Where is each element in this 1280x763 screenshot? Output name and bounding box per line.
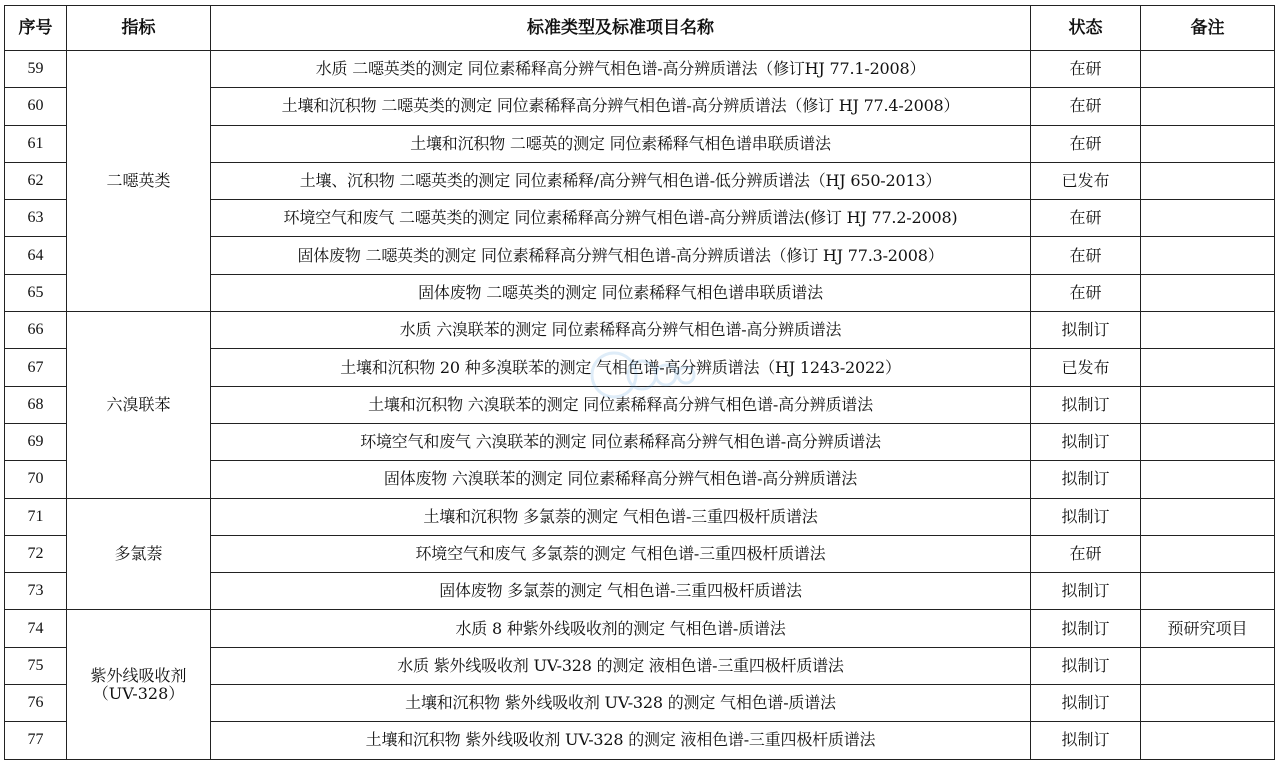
table-row — [5, 610, 1275, 647]
row-standard-name: 土壤和沉积物 紫外线吸收剂 UV-328 的测定 气相色谱-质谱法 — [211, 685, 1031, 722]
row-standard-name: 土壤和沉积物 多氯萘的测定 气相色谱-三重四极杆质谱法 — [211, 498, 1031, 535]
table-row — [5, 312, 1275, 349]
row-note — [1141, 685, 1275, 722]
row-seq: 77 — [5, 722, 67, 759]
row-standard-name: 土壤和沉积物 二噁英的测定 同位素稀释气相色谱串联质谱法 — [211, 125, 1031, 162]
indicator-label: 二噁英类 — [106, 171, 171, 191]
indicator-label: （UV-328） — [92, 683, 185, 703]
row-note — [1141, 461, 1275, 498]
row-status: 在研 — [1031, 274, 1141, 311]
row-status: 在研 — [1031, 125, 1141, 162]
row-status: 拟制订 — [1031, 423, 1141, 460]
row-note — [1141, 125, 1275, 162]
table-body — [5, 51, 1275, 760]
row-seq: 65 — [5, 274, 67, 311]
row-standard-name: 环境空气和废气 二噁英类的测定 同位素稀释高分辨气相色谱-高分辨质谱法(修订 HJ 77.2-2008) — [211, 200, 1031, 237]
row-note — [1141, 274, 1275, 311]
row-seq: 68 — [5, 386, 67, 423]
row-standard-name: 环境空气和废气 多氯萘的测定 气相色谱-三重四极杆质谱法 — [211, 535, 1031, 572]
row-seq: 63 — [5, 200, 67, 237]
row-standard-name: 土壤和沉积物 六溴联苯的测定 同位素稀释高分辨气相色谱-高分辨质谱法 — [211, 386, 1031, 423]
row-note — [1141, 647, 1275, 684]
row-status: 拟制订 — [1031, 386, 1141, 423]
indicator-label: 多氯萘 — [114, 544, 163, 563]
row-standard-name: 水质 六溴联苯的测定 同位素稀释高分辨气相色谱-高分辨质谱法 — [211, 312, 1031, 349]
indicator-group-cell — [67, 610, 211, 759]
row-note — [1141, 237, 1275, 274]
indicator-label: 紫外线吸收剂 — [90, 665, 187, 685]
row-note — [1141, 88, 1275, 125]
indicator-group-cell — [67, 312, 211, 498]
row-standard-name: 环境空气和废气 六溴联苯的测定 同位素稀释高分辨气相色谱-高分辨质谱法 — [211, 423, 1031, 460]
row-standard-name: 固体废物 六溴联苯的测定 同位素稀释高分辨气相色谱-高分辨质谱法 — [211, 461, 1031, 498]
row-standard-name: 固体废物 多氯萘的测定 气相色谱-三重四极杆质谱法 — [211, 573, 1031, 610]
indicator-group-cell — [67, 51, 211, 312]
row-status: 已发布 — [1031, 349, 1141, 386]
row-seq: 59 — [5, 51, 67, 88]
row-note — [1141, 423, 1275, 460]
row-status: 拟制订 — [1031, 498, 1141, 535]
row-seq: 76 — [5, 685, 67, 722]
row-note — [1141, 386, 1275, 423]
row-standard-name: 水质 8 种紫外线吸收剂的测定 气相色谱-质谱法 — [211, 610, 1031, 647]
row-seq: 62 — [5, 162, 67, 199]
row-standard-name: 水质 紫外线吸收剂 UV-328 的测定 液相色谱-三重四极杆质谱法 — [211, 647, 1031, 684]
table-row — [5, 51, 1275, 88]
row-status: 在研 — [1031, 200, 1141, 237]
row-status: 在研 — [1031, 237, 1141, 274]
row-status: 拟制订 — [1031, 685, 1141, 722]
row-status: 在研 — [1031, 535, 1141, 572]
row-seq: 73 — [5, 573, 67, 610]
row-seq: 69 — [5, 423, 67, 460]
row-seq: 71 — [5, 498, 67, 535]
header-indicator: 指标 — [67, 6, 211, 51]
row-status: 拟制订 — [1031, 647, 1141, 684]
row-note — [1141, 51, 1275, 88]
header-note: 备注 — [1141, 6, 1275, 51]
row-standard-name: 固体废物 二噁英类的测定 同位素稀释气相色谱串联质谱法 — [211, 274, 1031, 311]
row-seq: 61 — [5, 125, 67, 162]
row-seq: 74 — [5, 610, 67, 647]
header-status: 状态 — [1031, 6, 1141, 51]
row-note — [1141, 312, 1275, 349]
row-note — [1141, 200, 1275, 237]
row-status: 拟制订 — [1031, 610, 1141, 647]
row-status: 已发布 — [1031, 162, 1141, 199]
standards-table — [4, 5, 1275, 760]
row-standard-name: 固体废物 二噁英类的测定 同位素稀释高分辨气相色谱-高分辨质谱法（修订 HJ 77.3-2008） — [211, 237, 1031, 274]
row-note — [1141, 498, 1275, 535]
row-seq: 60 — [5, 88, 67, 125]
row-standard-name: 土壤和沉积物 紫外线吸收剂 UV-328 的测定 液相色谱-三重四极杆质谱法 — [211, 722, 1031, 759]
row-standard-name: 土壤、沉积物 二噁英类的测定 同位素稀释/高分辨气相色谱-低分辨质谱法（HJ 650-2013） — [211, 162, 1031, 199]
row-status: 拟制订 — [1031, 312, 1141, 349]
row-status: 拟制订 — [1031, 722, 1141, 759]
row-note — [1141, 162, 1275, 199]
row-seq: 66 — [5, 312, 67, 349]
table-header-row — [5, 6, 1275, 51]
row-note: 预研究项目 — [1141, 610, 1275, 647]
row-note — [1141, 535, 1275, 572]
row-seq: 70 — [5, 461, 67, 498]
row-seq: 72 — [5, 535, 67, 572]
row-seq: 64 — [5, 237, 67, 274]
row-standard-name: 土壤和沉积物 20 种多溴联苯的测定 气相色谱-高分辨质谱法（HJ 1243-2022） — [211, 349, 1031, 386]
row-standard-name: 水质 二噁英类的测定 同位素稀释高分辨气相色谱-高分辨质谱法（修订HJ 77.1-2008） — [211, 51, 1031, 88]
row-standard-name: 土壤和沉积物 二噁英类的测定 同位素稀释高分辨气相色谱-高分辨质谱法（修订 HJ 77.4-2008） — [211, 88, 1031, 125]
row-status: 拟制订 — [1031, 461, 1141, 498]
row-status: 在研 — [1031, 88, 1141, 125]
row-seq: 67 — [5, 349, 67, 386]
row-note — [1141, 722, 1275, 759]
indicator-group-cell — [67, 498, 211, 610]
row-status: 在研 — [1031, 51, 1141, 88]
row-status: 拟制订 — [1031, 573, 1141, 610]
row-note — [1141, 349, 1275, 386]
table-row — [5, 498, 1275, 535]
indicator-label: 六溴联苯 — [106, 394, 171, 414]
row-seq: 75 — [5, 647, 67, 684]
header-seq: 序号 — [5, 6, 67, 51]
standards-table-page — [4, 5, 1274, 760]
header-name: 标准类型及标准项目名称 — [211, 6, 1031, 51]
row-note — [1141, 573, 1275, 610]
